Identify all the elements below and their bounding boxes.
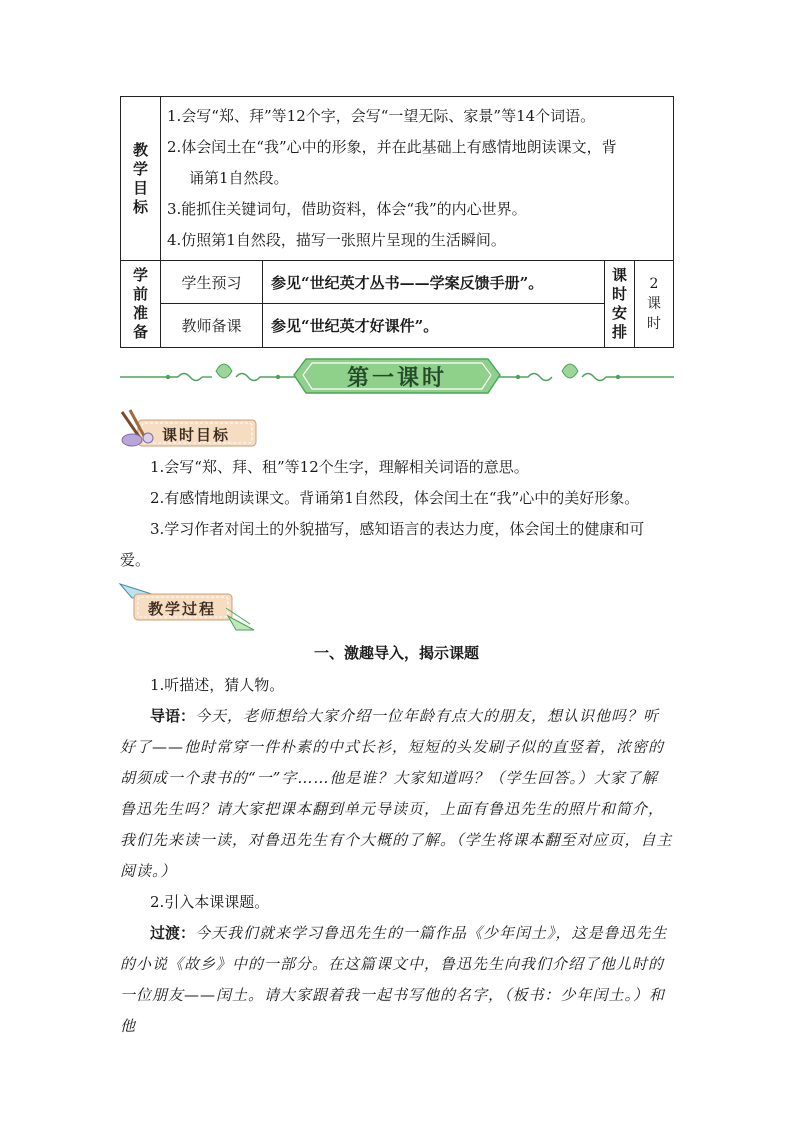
student-prep-text: 参见“世纪英才丛书——学案反馈手册”。: [263, 261, 605, 304]
goal-item: 2.体会闰土在“我”心中的形象，并在此基础上有感情地朗读课文，背 诵第1自然段。: [167, 138, 617, 187]
prep-header: 学 前 准 备: [121, 261, 161, 348]
goal-item: 3.能抓住关键词句，借助资料，体会“我”的内心世界。: [167, 200, 527, 218]
intro-text: 今天，老师想给大家介绍一位年龄有点大的朋友，想认识他吗？听好了——他时常穿一件朴素的中式长衫，短短的头发刷子似的直竖着，浓密的胡须成一个隶书的“一”字……他是谁？大家知道吗？（学生回答。）大家了解鲁迅先生吗？请大家把课本翻到单元导读页，上面有鲁迅先生的照片和简介，我们先来读一读，对鲁迅先生有个大概的了解。（学生将课本翻至对应页，自主阅读。）: [120, 707, 673, 880]
objective-item: 3.学习作者对闰土的外貌描写，感知语言的表达力度，体会闰土的健康和可爱。: [120, 520, 645, 569]
step-item: 1.听描述，猜人物。: [150, 676, 285, 694]
lesson-title: 第一课时: [346, 365, 447, 391]
teaching-goals: [161, 97, 674, 261]
lesson-banner: [118, 353, 676, 397]
transition-text: 今天我们就来学习鲁迅先生的一篇作品《少年闰土》，这是鲁迅先生的小说《故乡》中的一部分。在这篇课文中，鲁迅先生向我们介绍了他儿时的一位朋友——闰土。请大家跟着我一起书写他的名字，（板书：少年闰土。）和他: [120, 924, 668, 1035]
goals-tag-label: 课时目标: [162, 426, 231, 444]
step-item: 2.引入本课课题。: [150, 893, 270, 911]
teacher-prep-text: 参见“世纪英才好课件”。: [263, 304, 605, 348]
student-prep-label: 学生预习: [161, 261, 263, 304]
lesson-plan-table: [120, 96, 674, 348]
schedule-header: 课 时 安 排: [605, 261, 635, 348]
process-tag: [118, 578, 258, 634]
goal-item: 1.会写“郑、拜”等12个字，会写“一望无际、家景”等14个词语。: [167, 107, 596, 125]
process-tag-label: 教学过程: [148, 600, 217, 618]
intro-label: 导语：: [150, 707, 196, 725]
goal-item: 4.仿照第1自然段，描写一张照片呈现的生活瞬间。: [167, 231, 506, 249]
teacher-prep-label: 教师备课: [161, 304, 263, 348]
intro-paragraph: [120, 701, 673, 887]
transition-label: 过渡：: [150, 924, 196, 942]
transition-paragraph: [120, 918, 673, 1042]
objective-item: 1.会写“郑、拜、租”等12个生字，理解相关词语的意思。: [150, 458, 529, 476]
objective-item: 2.有感情地朗读课文。背诵第1自然段，体会闰土在“我”心中的美好形象。: [150, 489, 640, 507]
schedule-value: 2 课 时: [635, 261, 674, 348]
section-heading: 一、激趣导入，揭示课题: [313, 644, 479, 662]
goals-tag: [118, 408, 258, 448]
goals-header: 教 学 目 标: [121, 97, 161, 261]
